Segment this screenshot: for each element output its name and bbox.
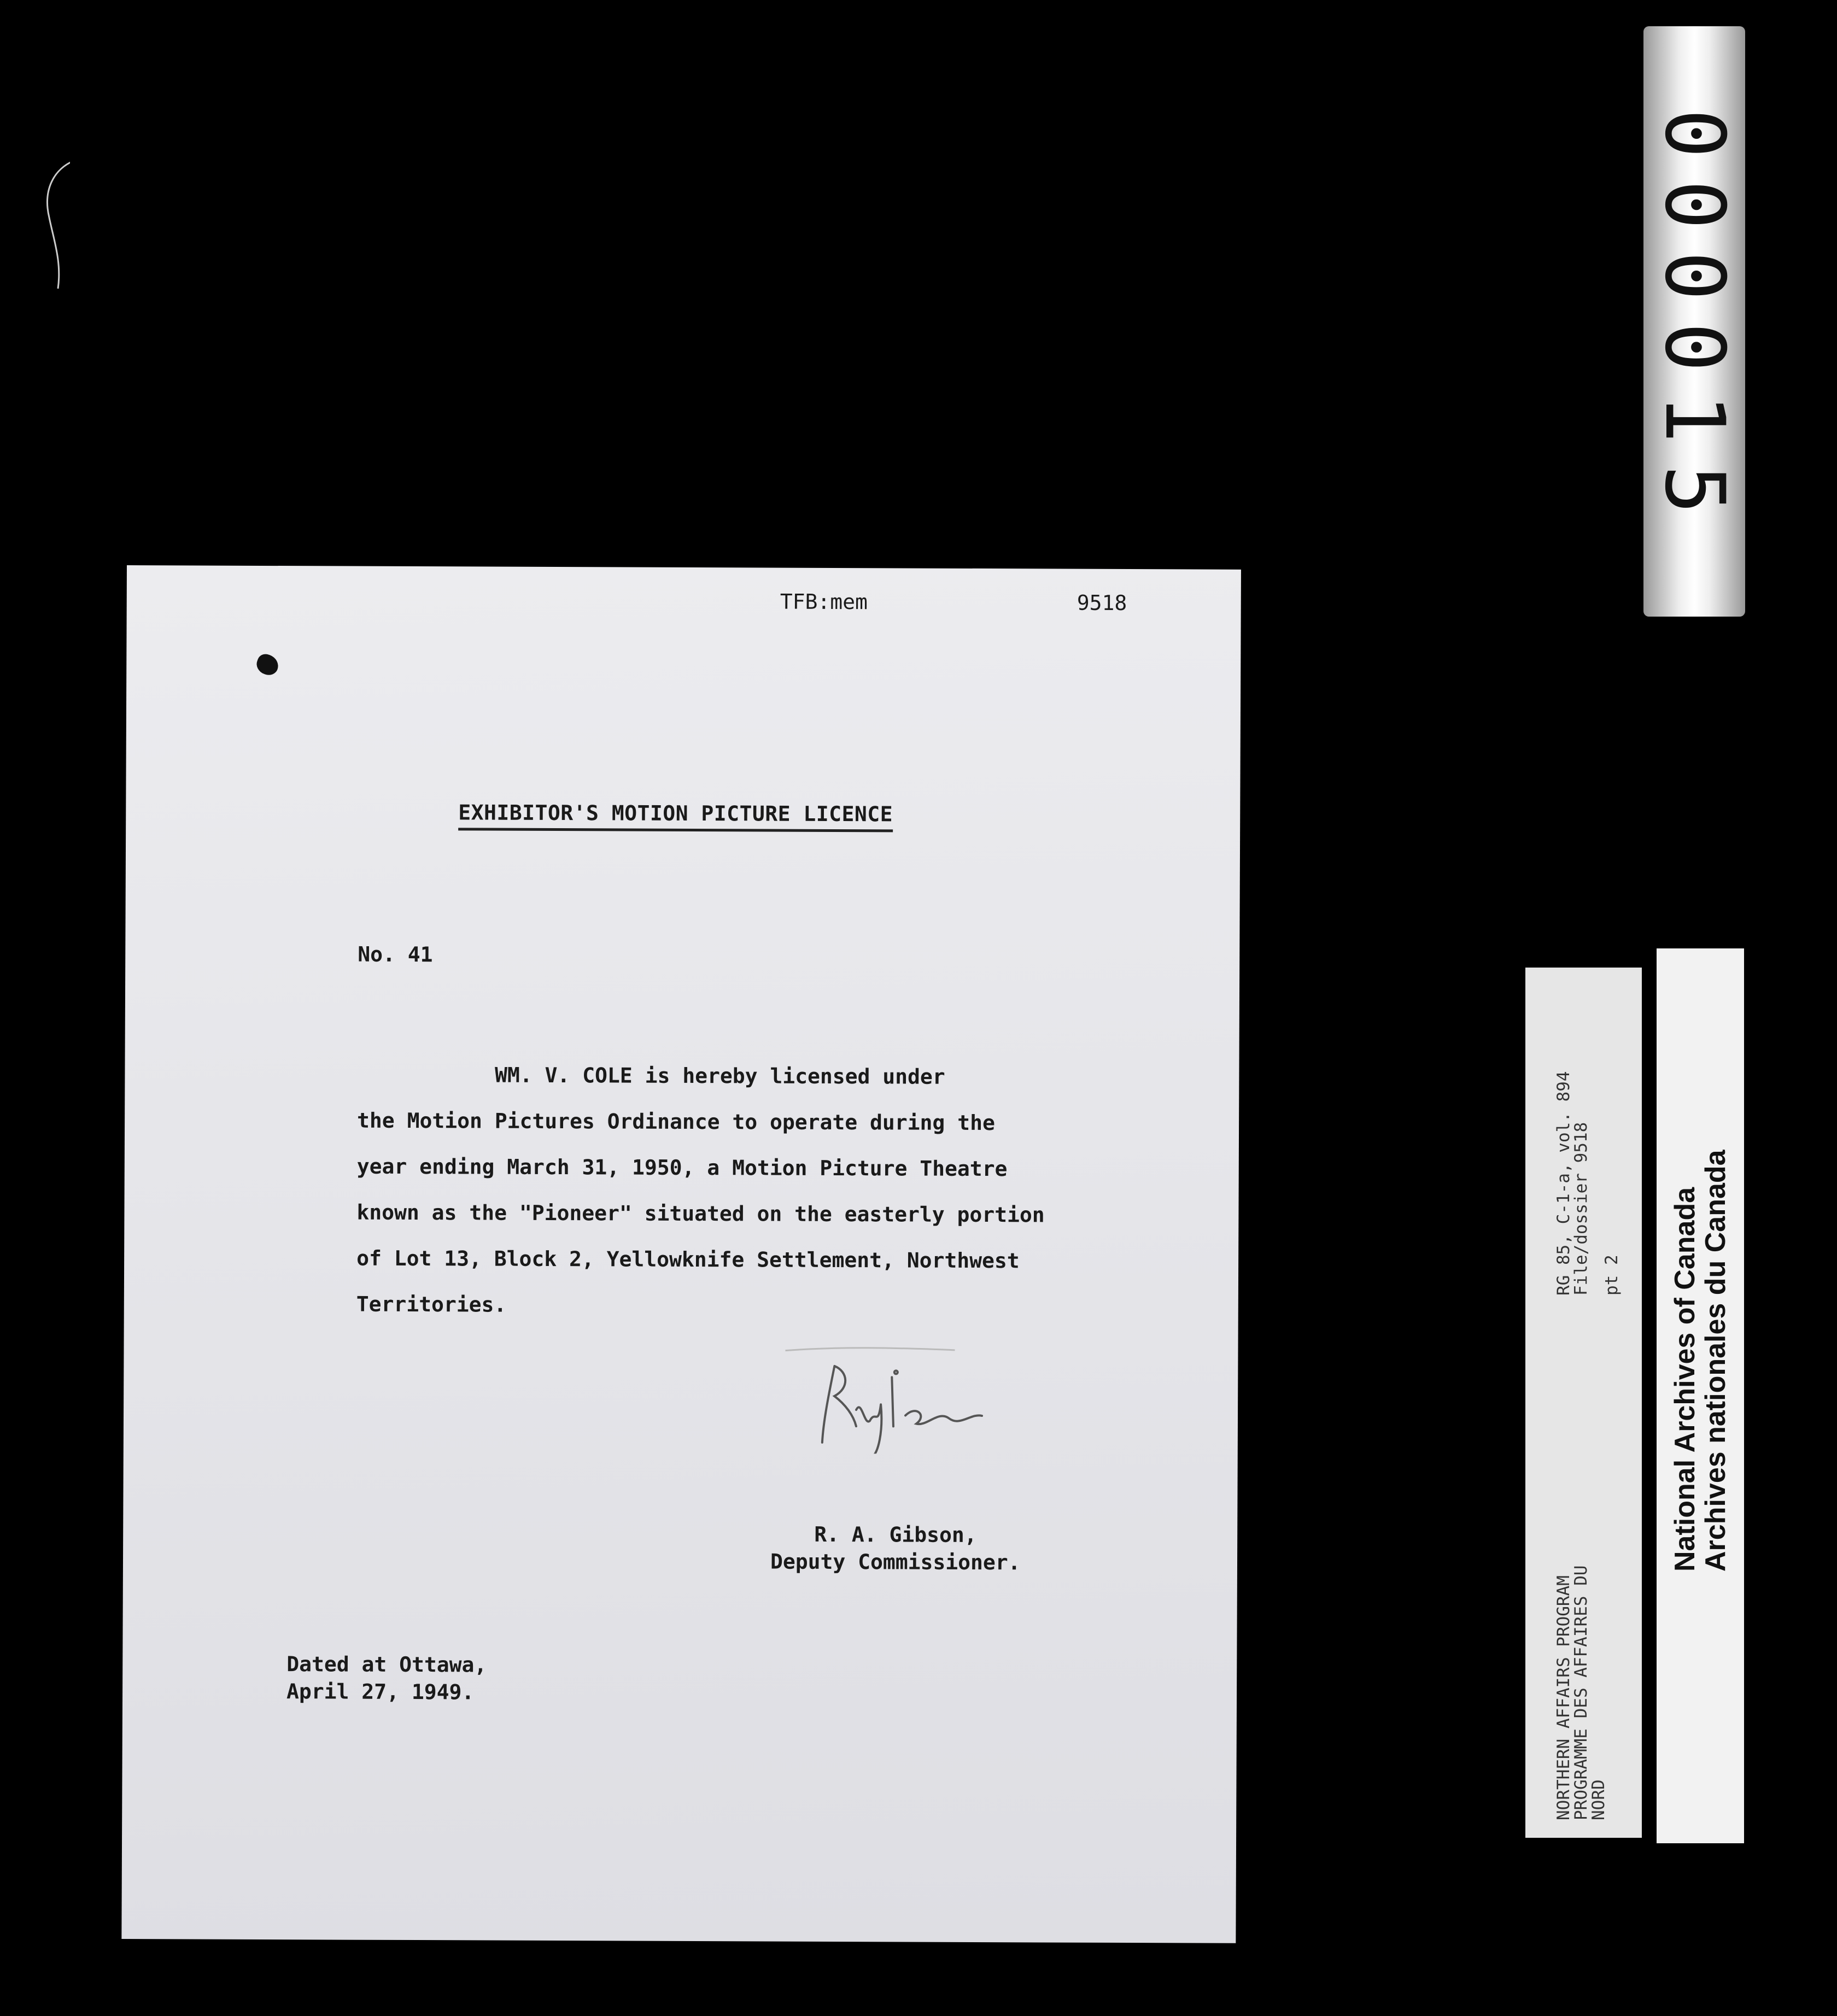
dated-place: Dated at Ottawa, [286,1652,487,1677]
label-ref-line1: RG 85, C-1-a, vol. 894 [1554,1071,1573,1296]
punch-hole [254,652,281,678]
reference-initials: TFB:mem [780,589,868,614]
label-ref-line2: File/dossier 9518 [1571,1122,1591,1296]
body-line: year ending March 31, 1950, a Motion Picture Theatre [356,1154,1008,1181]
body-line: known as the "Pioneer" situated on the easterly portion [356,1200,1045,1227]
body-line: Territories. [356,1292,507,1317]
label-program-line1: NORTHERN AFFAIRS PROGRAM [1554,1575,1573,1820]
file-number: 9518 [1077,590,1127,616]
handwritten-signature [752,1344,1015,1454]
signature-block [770,1521,1021,1577]
document-title: EXHIBITOR'S MOTION PICTURE LICENCE [458,800,893,832]
label-ref-line3: pt 2 [1602,1255,1622,1296]
body-line: of Lot 13, Block 2, Yellowknife Settlement, Northwest [356,1246,1020,1273]
signer-name: R. A. Gibson, [814,1522,977,1547]
label-program-line2: PROGRAMME DES AFFAIRES DU [1571,1565,1591,1820]
scratch-mark [37,157,70,300]
archive-file-label [1525,968,1642,1838]
national-archives-label [1657,948,1744,1843]
signer-title: Deputy Commissioner. [770,1549,1021,1575]
body-line: WM. V. COLE is hereby licensed under [357,1062,945,1089]
label-program-line3: NORD [1589,1779,1608,1820]
label-archives-en: National Archives of Canada [1669,1187,1701,1572]
document-page [121,565,1241,1943]
licence-number: No. 41 [358,942,433,967]
dated-date: April 27, 1949. [286,1679,475,1704]
label-archives-fr: Archives nationales du Canada [1700,1150,1731,1572]
body-line: the Motion Pictures Ordinance to operate during the [357,1108,995,1135]
licence-body [356,1052,1045,1330]
date-block [286,1650,487,1706]
frame-number: 000015 [1647,109,1742,536]
